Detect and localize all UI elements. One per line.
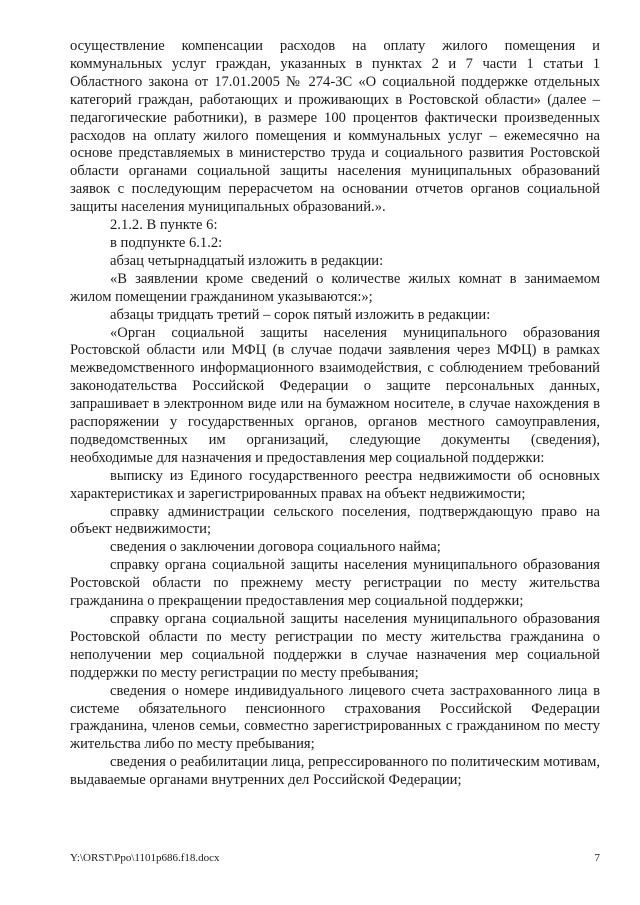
page-number: 7 (594, 852, 600, 864)
paragraph-list-item: справку органа социальной защиты населения муниципального образования Ростовской области по прежнему месту регистрации по месту жительства гражданина о прекращении предоставления мер социальной поддержки; (70, 557, 600, 610)
paragraph-instruction: абзац четырнадцатый изложить в редакции: (110, 252, 384, 269)
paragraph-list-item: сведения о номере индивидуального лицевого счета застрахованного лица в системе обязательного пенсионного страхования Российской Федерации гражданина, членов семьи, совместно зарегистрированных с гражданином по месту жительства либо по месту пребывания; (70, 682, 600, 753)
page-footer (70, 851, 600, 865)
paragraph-quoted-text: «В заявлении кроме сведений о количестве жилых комнат в занимаемом жилом помещении гражданином указываются:»; (70, 270, 600, 305)
paragraph-continuation: осуществление компенсации расходов на оплату жилого помещения и коммунальных услуг граждан, указанных в пунктах 2 и 7 части 1 статьи 1 Областного закона от 17.01.2005 № 274-ЗС «О социальной поддержке отдельных категорий граждан, работающих и проживающих в Ростовской области» (далее – педагогические работники), в размере 100 процентов фактически произведенных расходов на оплату жилого помещения и коммунальных услуг – ежемесячно на основе представляемых в министерство труда и социального развития Ростовской области органами социальной защиты населения муниципальных образований заявок с последующим перерасчетом на основании отчетов органов социальной защиты населения муниципальных образований.». (70, 38, 600, 216)
paragraph-subitem-6-1-2: в подпункте 6.1.2: (110, 234, 223, 251)
paragraph-list-item: сведения о заключении договора социального найма; (110, 539, 441, 556)
paragraph-list-item: сведения о реабилитации лица, репрессированного по политическим мотивам, выдаваемые органами внутренних дел Российской Федерации; (70, 754, 600, 789)
paragraph-item-2-1-2: 2.1.2. В пункте 6: (110, 217, 218, 234)
paragraph-list-item: выписку из Единого государственного реестра недвижимости об основных характеристиках и зарегистрированных правах на объект недвижимости; (70, 467, 600, 502)
document-body (70, 38, 600, 790)
paragraph-list-item: справку администрации сельского поселения, подтверждающую право на объект недвижимости; (70, 503, 600, 538)
paragraph-list-item: справку органа социальной защиты населения муниципального образования Ростовской области по месту регистрации по месту жительства гражданина о неполучении мер социальной поддержки в случае назначения мер социальной поддержки по месту регистрации по месту пребывания; (70, 611, 600, 681)
paragraph-quoted-text: «Орган социальной защиты населения муниципального образования Ростовской области или МФЦ (в случае подачи заявления через МФЦ) в рамках межведомственного информационного взаимодействия, с соблюдением требований законодательства Российской Федерации о защите персональных данных, запрашивает в электронном виде или на бумажном носителе, в случае нахождения в распоряжении у государственных органов, органов местного самоуправления, подведомственных им организаций, следующие документы (сведения), необходимые для назначения и предоставления мер социальной поддержки: (70, 324, 600, 466)
footer-file-path: Y:\ORST\Ppo\1101p686.f18.docx (70, 852, 220, 864)
paragraph-instruction: абзацы тридцать третий – сорок пятый изложить в редакции: (110, 306, 491, 323)
